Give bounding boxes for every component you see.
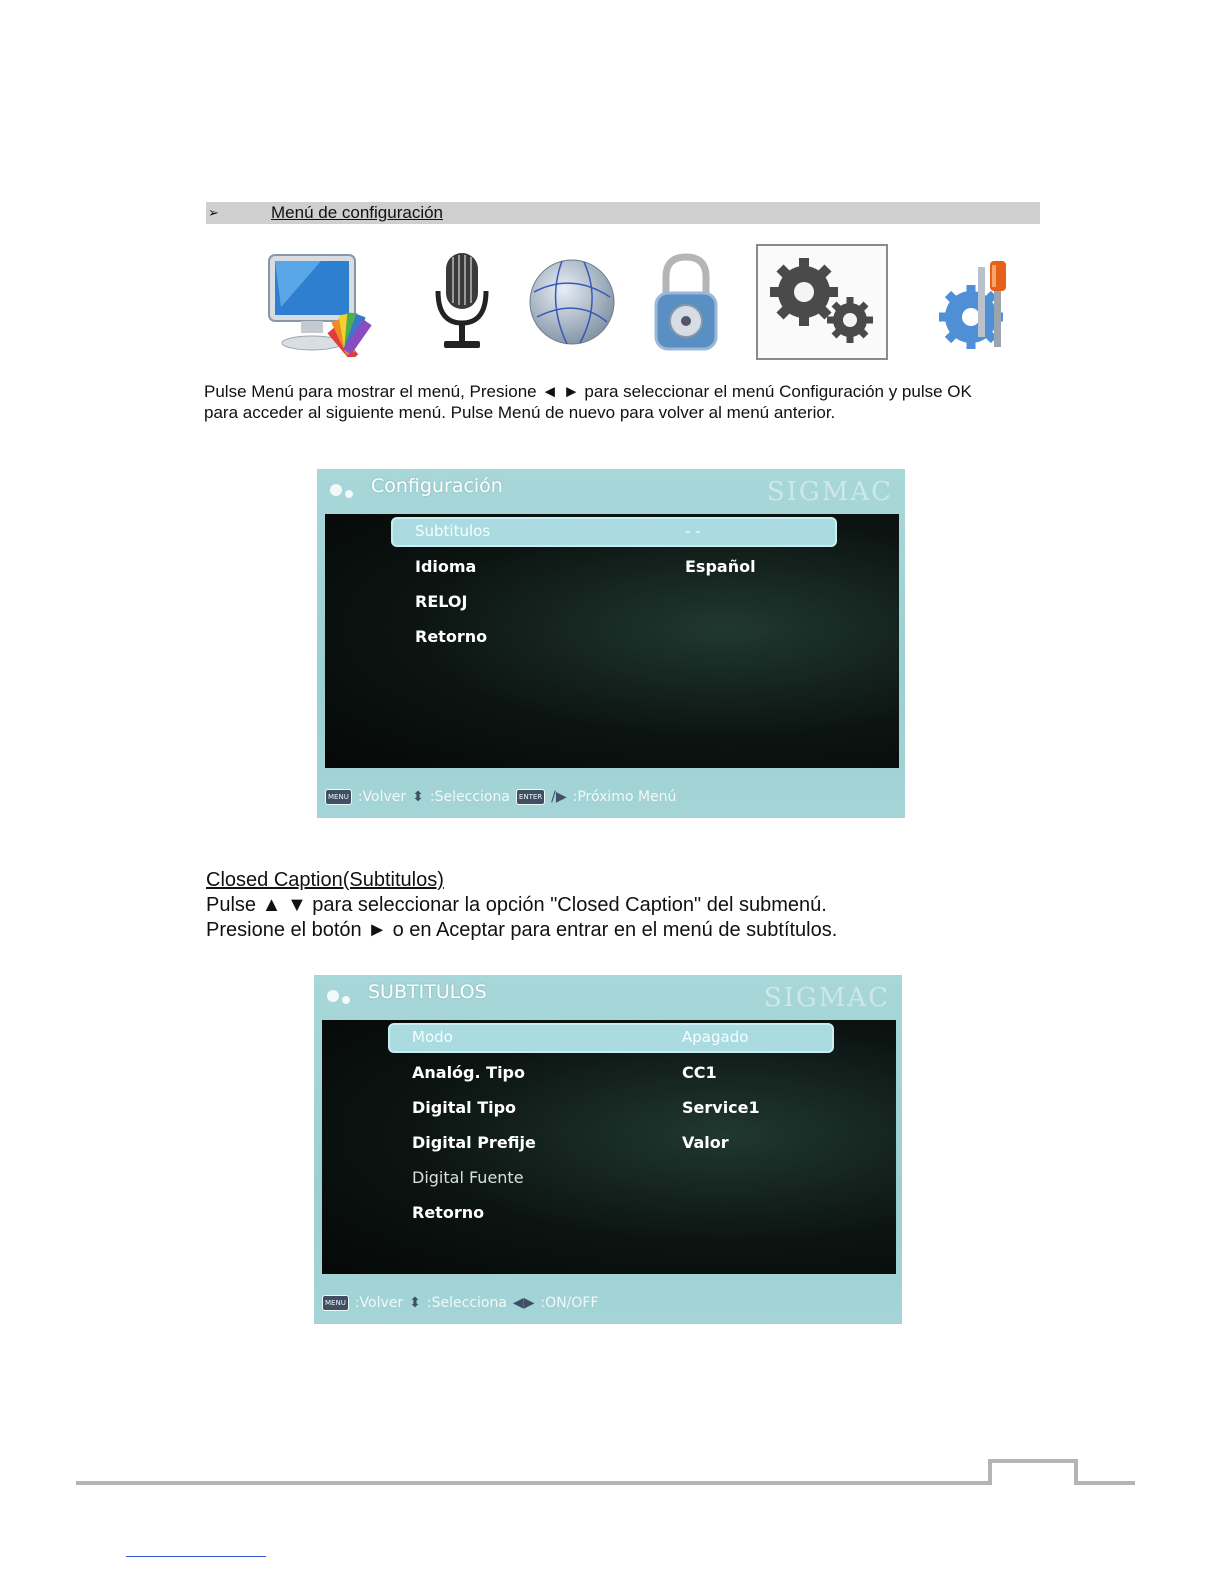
- menu-key-icon: MENU: [325, 789, 352, 805]
- osd-footer-hints: [325, 784, 676, 810]
- menu-item-label: Digital Fuente: [412, 1168, 524, 1187]
- hint-next: :Próximo Menú: [572, 789, 677, 805]
- hint-back: :Volver: [354, 1295, 404, 1311]
- osd-header: [317, 469, 905, 513]
- menu-item-subtitulos[interactable]: [325, 517, 899, 547]
- intro-paragraph: [204, 381, 1044, 423]
- menu-item-label: RELOJ: [415, 592, 468, 611]
- osd-menu-panel: [325, 514, 899, 768]
- osd-config-screenshot: [317, 469, 905, 818]
- menu-item-value: - -: [685, 522, 701, 540]
- menu-key-icon: MENU: [322, 1295, 349, 1311]
- hint-back: :Volver: [357, 789, 407, 805]
- hint-select: :Selecciona: [426, 1295, 507, 1311]
- menu-item-value: Valor: [682, 1133, 729, 1152]
- menu-item-retorno[interactable]: [322, 1198, 896, 1228]
- right-arrow-icon: /▶: [551, 789, 567, 805]
- menu-item-reloj[interactable]: [325, 587, 899, 617]
- menu-item-label: Analóg. Tipo: [412, 1063, 525, 1082]
- menu-item-value: Service1: [682, 1098, 760, 1117]
- menu-item-label: Digital Prefije: [412, 1133, 536, 1152]
- brand-watermark: SIGMAC: [766, 477, 893, 507]
- settings-gear-icon: [324, 987, 354, 1007]
- menu-item-label: Retorno: [412, 1203, 485, 1222]
- menu-item-modo[interactable]: [322, 1023, 896, 1053]
- menu-item-digital-prefije[interactable]: [322, 1128, 896, 1158]
- enter-key-icon: ENTER: [516, 789, 545, 805]
- closed-caption-paragraph: [206, 893, 1046, 943]
- up-down-arrow-icon: ⬍: [409, 1295, 421, 1311]
- hint-select: :Selecciona: [429, 789, 510, 805]
- menu-item-label: Digital Tipo: [412, 1098, 517, 1117]
- osd-title: Configuración: [371, 475, 503, 497]
- menu-item-value: Español: [685, 557, 756, 576]
- osd-footer-hints: [322, 1290, 599, 1316]
- intro-line-1: Pulse Menú para mostrar el menú, Presione ◄ ► para seleccionar el menú Configuración y pulse OK: [204, 382, 972, 401]
- menu-item-retorno[interactable]: [325, 622, 899, 652]
- cc-line-2: Presione el botón ► o en Aceptar para entrar en el menú de subtítulos.: [206, 919, 838, 941]
- osd-menu-panel: [322, 1020, 896, 1274]
- menu-item-idioma[interactable]: [325, 552, 899, 582]
- menu-item-analog-tipo[interactable]: [322, 1058, 896, 1088]
- section-header: [206, 202, 1040, 224]
- globe-icon[interactable]: [506, 244, 638, 360]
- footer-underline: [126, 1556, 266, 1557]
- left-right-arrow-icon: ◀▶: [512, 1295, 535, 1311]
- menu-item-value: Apagado: [682, 1028, 749, 1046]
- menu-item-label: Modo: [412, 1028, 453, 1046]
- menu-item-value: CC1: [682, 1063, 717, 1082]
- menu-item-digital-tipo[interactable]: [322, 1093, 896, 1123]
- gears-icon[interactable]: [756, 244, 888, 360]
- closed-caption-heading: Closed Caption(Subtitulos): [206, 869, 444, 891]
- settings-gear-icon: [327, 481, 357, 501]
- section-bullet-icon: ➢: [208, 205, 219, 220]
- menu-item-digital-fuente: [322, 1163, 896, 1193]
- section-title: Menú de configuración: [271, 203, 444, 222]
- page-footer-rule: [0, 1455, 1224, 1495]
- hint-toggle: :ON/OFF: [540, 1295, 599, 1311]
- menu-item-label: Idioma: [415, 557, 477, 576]
- cc-line-1: Pulse ▲ ▼ para seleccionar la opción "Closed Caption" del submenú.: [206, 894, 827, 916]
- menu-item-label: Retorno: [415, 627, 488, 646]
- monitor-palette-icon[interactable]: [260, 244, 392, 360]
- menu-item-label: Subtitulos: [415, 522, 491, 540]
- up-down-arrow-icon: ⬍: [412, 789, 424, 805]
- tools-gear-icon[interactable]: [910, 244, 1042, 360]
- padlock-icon[interactable]: [620, 244, 752, 360]
- menu-icon-row: [250, 244, 1040, 364]
- osd-header: [314, 975, 902, 1019]
- brand-watermark: SIGMAC: [763, 983, 890, 1013]
- intro-line-2: para acceder al siguiente menú. Pulse Menú de nuevo para volver al menú anterior.: [204, 403, 836, 422]
- osd-title: SUBTITULOS: [368, 981, 487, 1003]
- osd-subtitles-screenshot: [314, 975, 902, 1324]
- selection-highlight: [388, 1023, 834, 1053]
